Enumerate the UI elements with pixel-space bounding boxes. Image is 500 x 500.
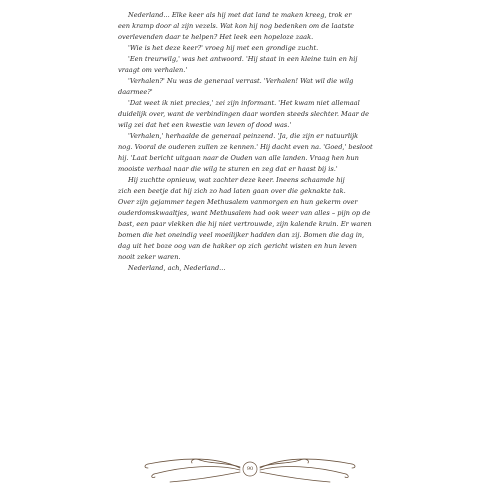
text-line: 'Een treurwilg,' was het antwoord. 'Hij staat in een kleine tuin en hij bbox=[128, 55, 358, 63]
text-line: dag uit het boze oog van de hakker op zich gericht wisten en hun leven bbox=[118, 242, 357, 250]
text-line: Nederland... Elke keer als hij met dat land te maken kreeg, trok er bbox=[128, 11, 352, 19]
page-number: 90 bbox=[246, 466, 254, 472]
text-line: overlevenden daar te helpen? Het leek een hopeloze zaak. bbox=[118, 33, 314, 41]
text-line: nog. Vooral de ouderen zullen ze kennen.' Hij dacht even na. 'Goed,' besloot bbox=[118, 143, 373, 151]
text-line: Nederland, ach, Nederland... bbox=[128, 264, 226, 272]
text-line: bast, een paar vlekken die hij niet vertrouwde, zijn kalende kruin. Er waren bbox=[118, 220, 372, 228]
text-line: ouderdomskwaaltjes, want Methusalem had ook weer van alles – pijn op de bbox=[118, 209, 371, 217]
text-line: 'Dat weet ik niet precies,' zei zijn informant. 'Het kwam niet allemaal bbox=[128, 99, 360, 107]
body-text bbox=[118, 10, 380, 274]
text-line: een kramp door al zijn vezels. Wat kon hij nog bedenken om de laatste bbox=[118, 22, 355, 30]
text-line: 'Verhalen?' Nu was de generaal verrast. 'Verhalen! Wat wil die wilg bbox=[128, 77, 354, 85]
text-line: hij. 'Laat bericht uitgaan naar de Ouden van alle landen. Vraag hen hun bbox=[118, 154, 359, 162]
text-line: daarmee?' bbox=[118, 88, 153, 96]
text-line: Over zijn gejammer tegen Methusalem vanmorgen en hun gekerm over bbox=[118, 198, 358, 206]
text-line: Hij zuchtte opnieuw, wat zachter deze keer. Ineens schaamde hij bbox=[128, 176, 345, 184]
text-line: 'Verhalen,' herhaalde de generaal peinzend. 'Ja, die zijn er natuurlijk bbox=[128, 132, 359, 140]
text-line: mooiste verhaal naar die wilg te sturen en zeg dat er haast bij is.' bbox=[118, 165, 338, 173]
text-line: duidelijk over, want de verbindingen daar worden steeds slechter. Maar de bbox=[118, 110, 370, 118]
text-line: wilg zei dat het een kwestie van leven of dood was.' bbox=[118, 121, 292, 129]
text-line: 'Wie is het deze keer?' vroeg hij met een grondige zucht. bbox=[128, 44, 319, 52]
text-line: nooit zeker waren. bbox=[118, 253, 181, 261]
text-line: bomen die het oneindig veel moeilijker hadden dan zij. Bomen die dag in, bbox=[118, 231, 365, 239]
text-line: zich een beetje dat hij zich zo had laten gaan over die geknakte tak. bbox=[118, 187, 346, 195]
text-line: vraagt om verhalen.' bbox=[118, 66, 188, 74]
